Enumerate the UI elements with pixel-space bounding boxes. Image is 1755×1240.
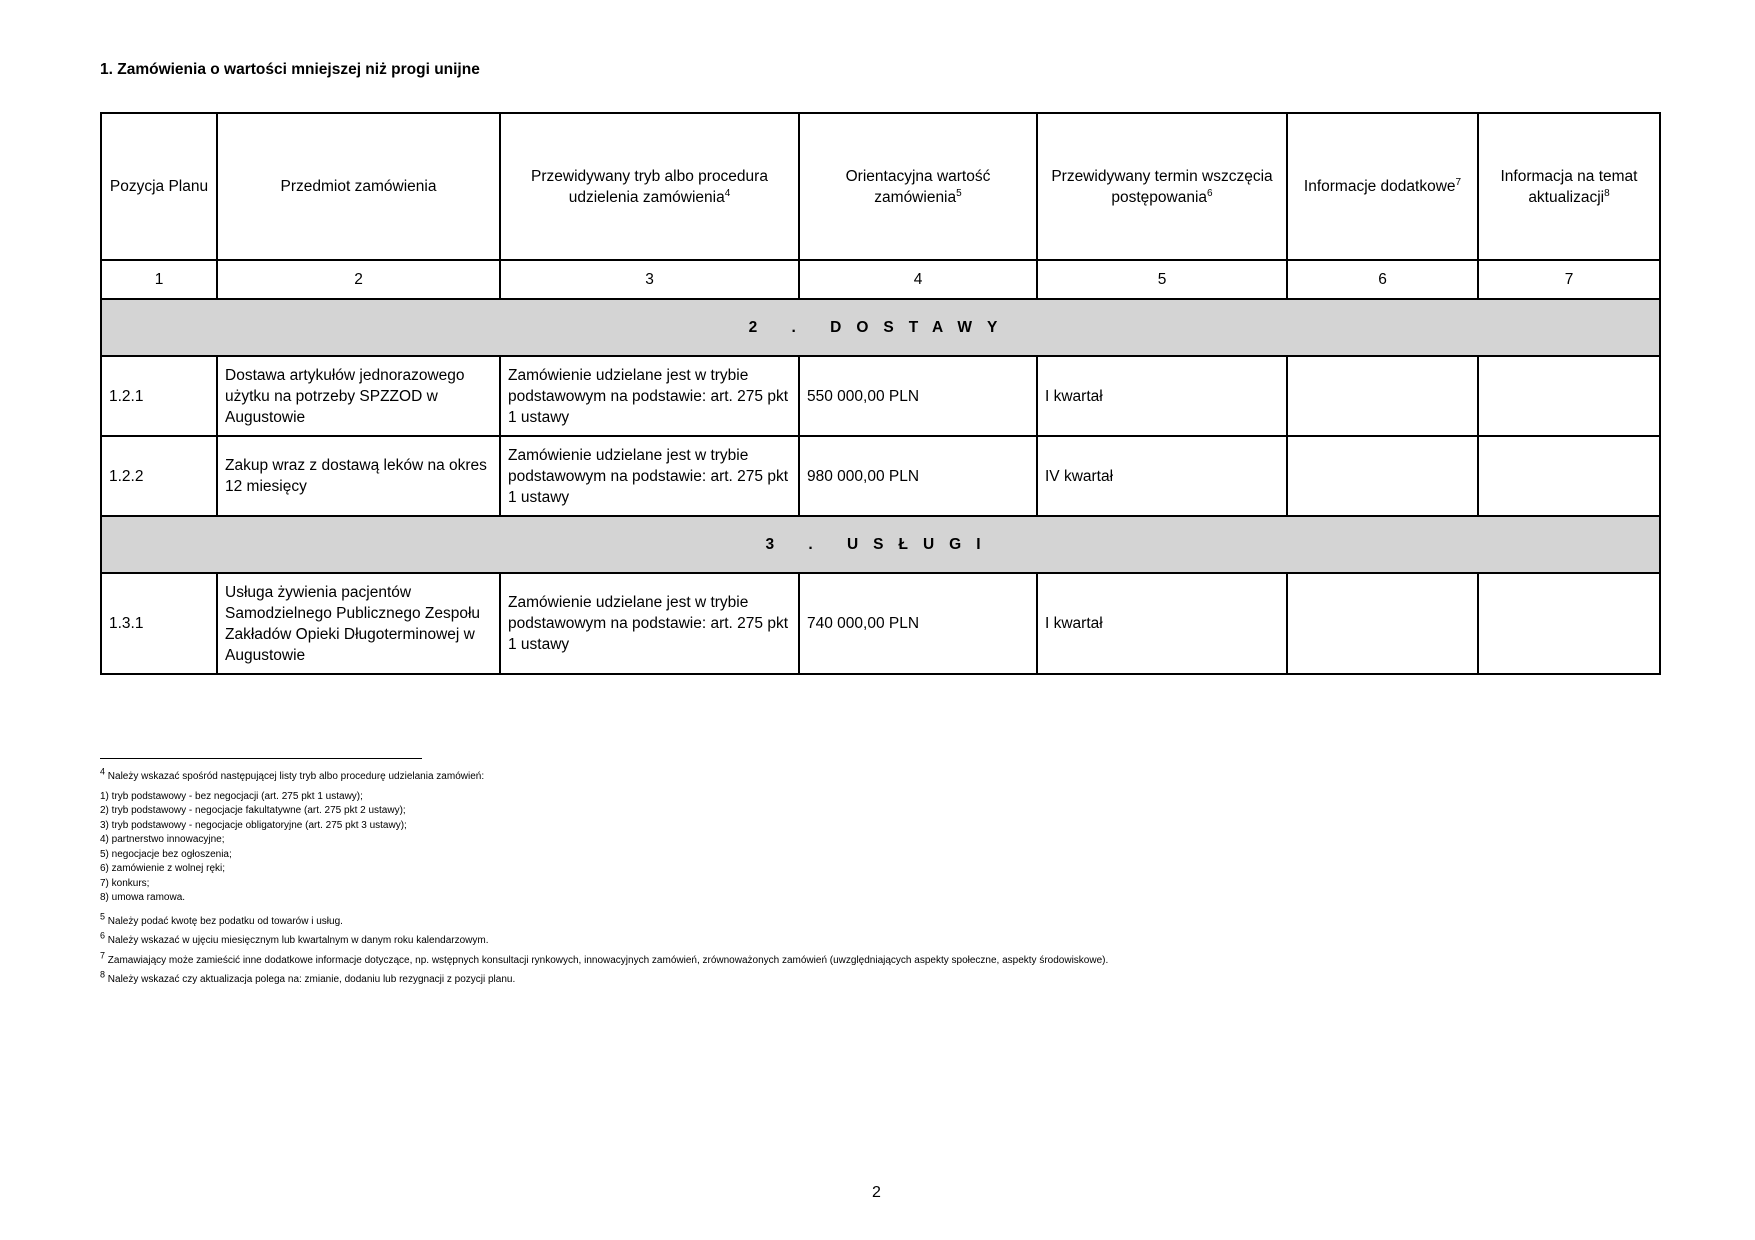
footnote-5: $^5$ Należy podać kwotę bez podatku od towarów i usług. — [100, 911, 343, 927]
footnote-7: $^7$ Zamawiający może zamieścić inne dodatkowe informacje dotyczące, np. wstępnych konsultacji rynkowych, innowacyjnych zamówień, zrównoważonych zamówień (uwzględniających aspekty społeczne, aspekty środowiskowe). — [100, 950, 1109, 966]
cell-aktualizacja — [1478, 436, 1660, 516]
cell-termin: I kwartał — [1037, 356, 1287, 436]
footnote-4-item: 8) umowa ramowa. — [100, 892, 186, 903]
footnote-4-item: 4) partnerstwo innowacyjne; — [100, 834, 225, 845]
header-aktualizacja: Informacja na temat aktualizacji$^8$ — [1478, 113, 1660, 260]
header-wartosc: Orientacyjna wartość zamówienia$^5$ — [799, 113, 1037, 260]
cell-wartosc: 980 000,00 PLN — [799, 436, 1037, 516]
table-header-row — [101, 113, 1660, 260]
footnote-4-item: 7) konkurs; — [100, 877, 150, 889]
column-number: 5 — [1037, 260, 1287, 299]
cell-wartosc: 740 000,00 PLN — [799, 573, 1037, 674]
header-informacje: Informacje dodatkowe$^7$ — [1287, 113, 1478, 260]
column-number: 4 — [799, 260, 1037, 299]
header-tryb: Przewidywany tryb albo procedura udzielenia zamówienia$^4$ — [500, 113, 799, 260]
cell-pozycja: 1.2.1 — [101, 356, 217, 436]
cell-termin: I kwartał — [1037, 573, 1287, 674]
cell-pozycja: 1.3.1 — [101, 573, 217, 674]
page-number: 2 — [872, 1184, 881, 1201]
cell-tryb: Zamówienie udzielane jest w trybie podstawowym na podstawie: art. 275 pkt 1 ustawy — [500, 356, 799, 436]
cell-pozycja: 1.2.2 — [101, 436, 217, 516]
cell-przedmiot: Usługa żywienia pacjentów Samodzielnego Publicznego Zespołu Zakładów Opieki Długoterminowej w Augustowie — [217, 573, 500, 674]
procurement-plan-table — [100, 112, 1661, 675]
header-termin: Przewidywany termin wszczęcia postępowania$^6$ — [1037, 113, 1287, 260]
cell-informacje — [1287, 436, 1478, 516]
footnotes — [100, 766, 1600, 988]
cell-przedmiot: Zakup wraz z dostawą leków na okres 12 miesięcy — [217, 436, 500, 516]
cell-informacje — [1287, 573, 1478, 674]
footnote-4: $^4$ Należy wskazać spośród następującej listy tryb albo procedurę udzielania zamówień: — [100, 766, 485, 782]
table-row — [101, 573, 1660, 674]
column-number: 7 — [1478, 260, 1660, 299]
column-number: 3 — [500, 260, 799, 299]
table-row — [101, 356, 1660, 436]
footnote-4-item: 6) zamówienie z wolnej ręki; — [100, 863, 226, 874]
cell-aktualizacja — [1478, 573, 1660, 674]
cell-wartosc: 550 000,00 PLN — [799, 356, 1037, 436]
header-przedmiot: Przedmiot zamówienia — [217, 113, 500, 260]
cell-przedmiot: Dostawa artykułów jednorazowego użytku na potrzeby SPZZOD w Augustowie — [217, 356, 500, 436]
header-pozycja: Pozycja Planu — [101, 113, 217, 260]
column-number: 2 — [217, 260, 500, 299]
footnote-4-item: 1) tryb podstawowy - bez negocjacji (art. 275 pkt 1 ustawy); — [100, 790, 363, 802]
footnote-4-item: 2) tryb podstawowy - negocjacje fakultatywne (art. 275 pkt 2 ustawy); — [100, 805, 406, 816]
cell-aktualizacja — [1478, 356, 1660, 436]
cell-tryb: Zamówienie udzielane jest w trybie podstawowym na podstawie: art. 275 pkt 1 ustawy — [500, 573, 799, 674]
footnote-6: $^6$ Należy wskazać w ujęciu miesięcznym lub kwartalnym w danym roku kalendarzowym. — [100, 930, 489, 946]
category-uslugi: 3 . USŁUGI — [101, 516, 1660, 573]
column-number: 1 — [101, 260, 217, 299]
column-number: 6 — [1287, 260, 1478, 299]
footnote-4-item: 3) tryb podstawowy - negocjacje obligatoryjne (art. 275 pkt 3 ustawy); — [100, 819, 407, 831]
section-title: 1. Zamówienia o wartości mniejszej niż progi unijne — [100, 61, 480, 78]
table-row — [101, 436, 1660, 516]
column-number-row — [101, 260, 1660, 299]
cell-termin: IV kwartał — [1037, 436, 1287, 516]
category-row-dostawy — [101, 299, 1660, 356]
cell-informacje — [1287, 356, 1478, 436]
footnote-divider — [100, 758, 422, 759]
cell-tryb: Zamówienie udzielane jest w trybie podstawowym na podstawie: art. 275 pkt 1 ustawy — [500, 436, 799, 516]
footnote-4-item: 5) negocjacje bez ogłoszenia; — [100, 848, 232, 860]
category-dostawy: 2 . DOSTAWY — [101, 299, 1660, 356]
category-row-uslugi — [101, 516, 1660, 573]
footnote-8: $^8$ Należy wskazać czy aktualizacja polega na: zmianie, dodaniu lub rezygnacji z pozycji planu. — [100, 969, 516, 985]
